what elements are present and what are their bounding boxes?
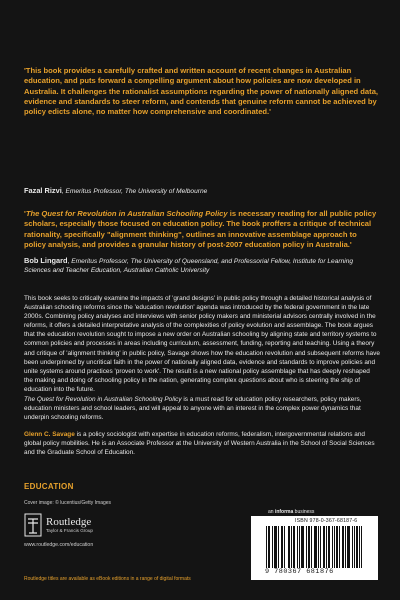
publisher-logo bbox=[24, 513, 93, 537]
barcode-icon bbox=[266, 526, 364, 568]
ebook-footnote: Routledge titles are available as eBook editions in a range of digital formats bbox=[24, 576, 191, 582]
endorsement-attribution-1: Fazal Rizvi, Emeritus Professor, The University of Melbourne bbox=[24, 186, 208, 195]
author-name: Glenn C. Savage bbox=[24, 431, 75, 438]
endorser-role-2: Emeritus Professor, The University of Queensland, and Professorial Fellow, Institute for Learning Sciences and Teacher Education, Australian Catholic University bbox=[24, 258, 354, 274]
endorser-role-1: Emeritus Professor, The University of Melbourne bbox=[65, 188, 208, 195]
subject-category: EDUCATION bbox=[24, 482, 74, 491]
endorser-name-1: Fazal Rizvi bbox=[24, 186, 62, 195]
publisher-name: Routledge bbox=[46, 515, 92, 528]
audience-paragraph bbox=[24, 395, 380, 422]
endorsement-quote-2: 'The Quest for Revolution in Australian Schooling Policy is necessary reading for all public policy scholars, especially those focused on education policy. The book proffers a critique of technical rationality, specifically "alignment thinking", outlines an innovative assemblage approach to policy analysis, and provides a granular history of post-2007 education policy in Australia.' bbox=[24, 209, 377, 249]
description-paragraph: This book seeks to critically examine the impacts of 'grand designs' in public policy through a detailed historical analysis of Australian schooling reforms since the 'education revolution' agenda was introduced by the federal government in the late 2000s. Combining policy analyses and interviews with senior policy makers and ministerial advisors centrally involved in the reforms, it offers a detailed interpretative analysis of the complexities of policy evolution and assemblage. The book argues that the education revolution sought to impose a new order on Australian schooling by aligning state and territory systems to common policies and processes in areas including curriculum, assessment, funding, reporting and teaching. Using a theory and critique of 'alignment thinking' in public policy, Savage shows how the education revolution and subsequent reforms have been underpinned by uncritical faith in the power of nationally aligned data, evidence and standards to improve policies and unite systems around practices 'proven to work'. The result is a new national policy assemblage that has deeply reshaped the making and doing of schooling policy in the nation, generating complex questions about who is steering the ship of education into the future. bbox=[24, 295, 380, 393]
publisher-group: Taylor & Francis Group bbox=[46, 527, 93, 533]
author-bio-text: is a policy sociologist with expertise in education reforms, federalism, intergovernmental relations and global policy mobilities. He is an Associate Professor at the University of Western Australia in the School of Social Sciences and the Graduate School of Education. bbox=[24, 431, 375, 457]
endorsement-quote-1: 'This book provides a carefully crafted and written account of recent changes in Australian education, and puts forward a compelling argument about how policies are now developed in Australia. It challenges the rationalist assumptions regarding the power of nationally aligned data, evidence and standards to steer reform, and contends that genuine reform cannot be achieved by policy edicts alone, no matter how comprehensive and coordinated.' bbox=[24, 66, 379, 117]
audience-text: is a must read for education policy researchers, policy makers, education ministers and school leaders, and will appeal to anyone with an interest in the complex power dynamics that underpin schooling reforms. bbox=[24, 396, 362, 422]
cover-image-credit: Cover image: © lucentius/Getty Images bbox=[24, 500, 112, 506]
informa-business-label: an informa business bbox=[268, 509, 315, 515]
routledge-logo-icon bbox=[24, 513, 42, 537]
author-bio bbox=[24, 430, 380, 457]
isbn-barcode-box bbox=[251, 516, 378, 580]
barcode-digits: 9 780367 681876 bbox=[265, 568, 334, 576]
endorsement-quote-2-rest: is necessary reading for all public policy scholars, especially those focused on education policy. The book proffers a critique of technical rationality, specifically "alignment thinking", outlines an innovative assemblage approach to policy analysis, and provides a granular history of post-2007 education policy in Australia.' bbox=[24, 209, 377, 249]
endorser-name-2: Bob Lingard bbox=[24, 256, 68, 265]
book-title-italic: The Quest for Revolution in Australian Schooling Policy bbox=[24, 396, 182, 403]
publisher-url[interactable]: www.routledge.com/education bbox=[24, 542, 94, 548]
isbn-label: ISBN 978-0-367-68187-6 bbox=[295, 518, 358, 524]
endorsement-attribution-2: Bob Lingard, Emeritus Professor, The University of Queensland, and Professorial Fellow, Institute for Learning Sciences and Teacher Education, Australian Catholic University bbox=[24, 256, 354, 274]
endorsement-quote-2-title: The Quest for Revolution in Australian Schooling Policy bbox=[25, 209, 228, 218]
